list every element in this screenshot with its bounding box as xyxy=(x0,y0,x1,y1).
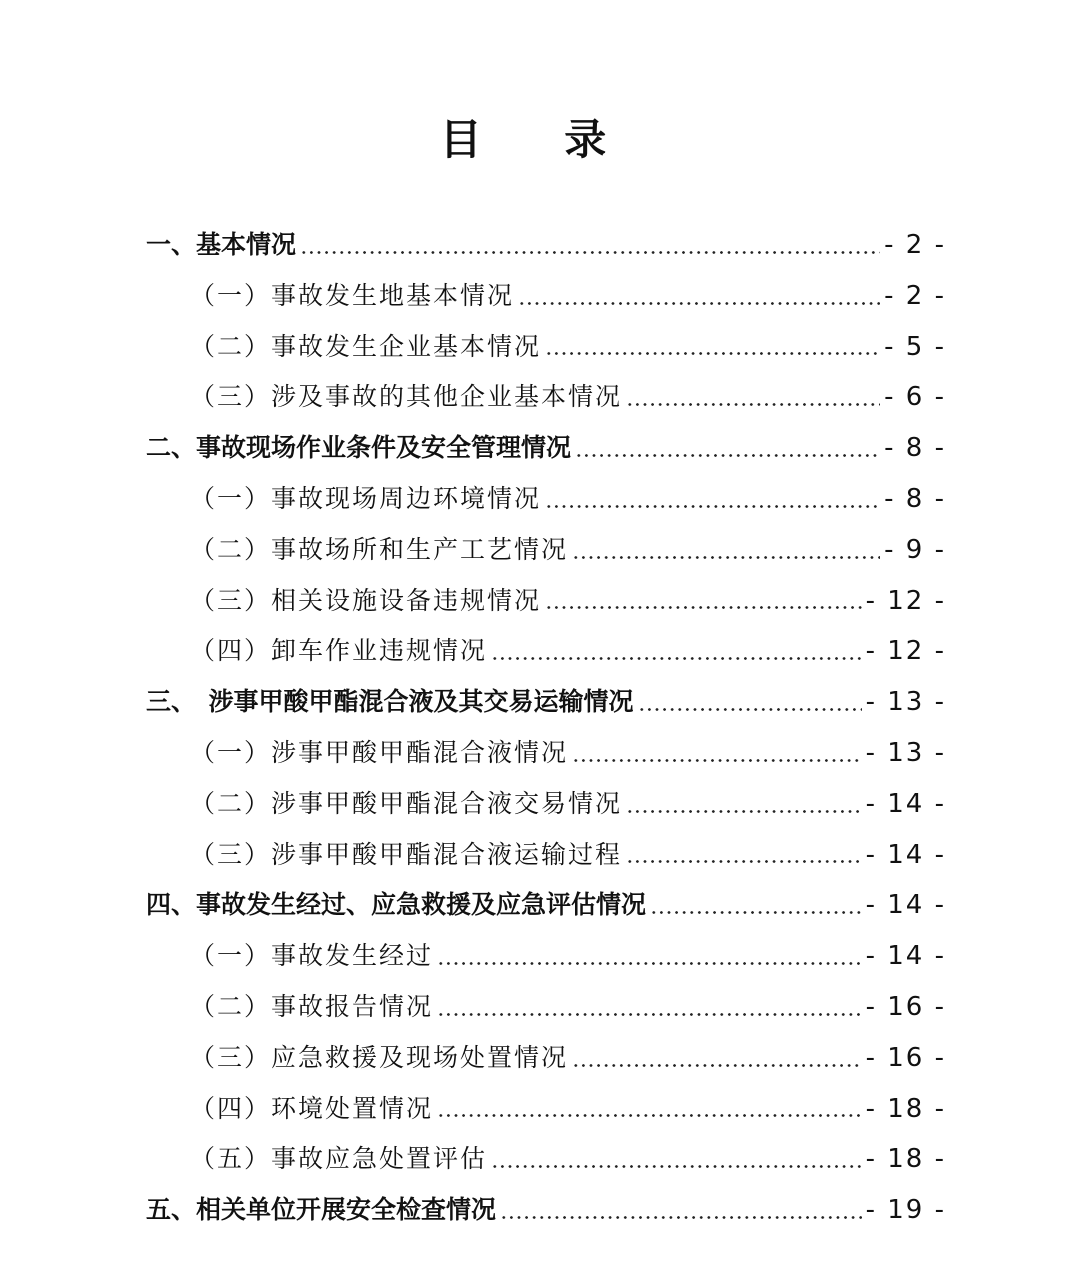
dot-leader xyxy=(437,962,862,965)
toc-entry-label: （一）涉事甲酸甲酯混合液情况 xyxy=(190,737,569,767)
toc-entry-label: （二）事故场所和生产工艺情况 xyxy=(190,534,569,564)
dot-leader xyxy=(572,1064,862,1067)
toc-page-number: - 9 - xyxy=(884,534,946,565)
toc-entry-label: （一）事故现场周边环境情况 xyxy=(190,483,542,513)
dot-leader xyxy=(491,657,862,660)
toc-entry-label: （一）事故发生经过 xyxy=(190,941,434,971)
dot-leader xyxy=(626,860,862,863)
toc-entry[interactable] xyxy=(146,728,946,779)
toc-entry-label: 一、基本情况 xyxy=(146,230,297,259)
dot-leader xyxy=(575,454,880,457)
page-title: 目 录 xyxy=(439,115,641,164)
toc-entry-label: 二、事故现场作业条件及安全管理情况 xyxy=(146,433,572,463)
toc-entry-label: （三）应急救援及现场处置情况 xyxy=(190,1042,569,1072)
toc-page-number: - 14 - xyxy=(865,788,946,819)
toc-entry[interactable] xyxy=(146,322,946,373)
dot-leader xyxy=(545,352,880,355)
dot-leader xyxy=(572,759,862,762)
dot-leader xyxy=(437,1013,862,1016)
toc-entry[interactable] xyxy=(146,576,946,627)
toc-page-number: - 13 - xyxy=(865,737,946,768)
toc-entry[interactable] xyxy=(146,830,946,881)
toc-page-number: - 8 - xyxy=(884,483,946,514)
toc-entry-label: （三）涉及事故的其他企业基本情况 xyxy=(190,382,623,412)
toc-entry-label: （二）事故发生企业基本情况 xyxy=(190,331,542,361)
toc-entry[interactable] xyxy=(146,982,946,1033)
toc-entry[interactable] xyxy=(146,525,946,576)
toc-entry[interactable] xyxy=(146,779,946,830)
toc-entry[interactable] xyxy=(146,220,946,271)
toc-entry[interactable] xyxy=(146,677,946,728)
toc-entry[interactable] xyxy=(146,474,946,525)
toc-entry-label: （五）事故应急处置评估 xyxy=(190,1144,488,1174)
toc-entry[interactable] xyxy=(146,1033,946,1084)
toc-page-number: - 13 - xyxy=(865,687,946,718)
toc-entry-label: （二）事故报告情况 xyxy=(190,991,434,1021)
toc-entry[interactable] xyxy=(146,271,946,322)
dot-leader xyxy=(626,810,862,813)
toc-entry-label: （一）事故发生地基本情况 xyxy=(190,280,515,310)
toc-entry[interactable] xyxy=(146,880,946,931)
toc-page-number: - 18 - xyxy=(865,1093,946,1124)
dot-leader xyxy=(300,251,880,254)
dot-leader xyxy=(545,505,880,508)
toc-entry-label: （二）涉事甲酸甲酯混合液交易情况 xyxy=(190,788,623,818)
toc-entry-label: 四、事故发生经过、应急救援及应急评估情况 xyxy=(146,890,647,920)
toc-entry[interactable] xyxy=(146,1084,946,1135)
toc-page-number: - 16 - xyxy=(865,991,946,1022)
toc-page-number: - 18 - xyxy=(865,1144,946,1175)
toc-entry[interactable] xyxy=(146,626,946,677)
toc-page-number: - 2 - xyxy=(884,230,946,260)
toc-page-number: - 6 - xyxy=(884,382,946,413)
dot-leader xyxy=(545,606,862,609)
table-of-contents xyxy=(146,220,946,1236)
toc-entry-label: 五、相关单位开展安全检查情况 xyxy=(146,1195,497,1225)
toc-page-number: - 2 - xyxy=(884,280,946,311)
dot-leader xyxy=(491,1165,862,1168)
toc-page-number: - 16 - xyxy=(865,1042,946,1073)
dot-leader xyxy=(500,1216,862,1219)
dot-leader xyxy=(650,911,862,914)
toc-page-number: - 19 - xyxy=(865,1195,946,1226)
toc-entry[interactable] xyxy=(146,1134,946,1185)
toc-page-number: - 8 - xyxy=(884,433,946,464)
dot-leader xyxy=(572,556,880,559)
toc-entry[interactable] xyxy=(146,931,946,982)
toc-entry-label: （三）涉事甲酸甲酯混合液运输过程 xyxy=(190,839,623,869)
dot-leader xyxy=(638,708,862,711)
toc-entry-label: （三）相关设施设备违规情况 xyxy=(190,585,542,615)
toc-page-number: - 12 - xyxy=(865,636,946,667)
toc-entry-label: 三、 涉事甲酸甲酯混合液及其交易运输情况 xyxy=(146,687,634,717)
toc-page-number: - 14 - xyxy=(865,941,946,972)
toc-entry[interactable] xyxy=(146,423,946,474)
toc-entry[interactable] xyxy=(146,1185,946,1236)
toc-entry-label: （四）卸车作业违规情况 xyxy=(190,636,488,666)
toc-page-number: - 14 - xyxy=(865,839,946,870)
toc-entry-label: （四）环境处置情况 xyxy=(190,1093,434,1123)
toc-page-number: - 12 - xyxy=(865,585,946,616)
toc-page-number: - 5 - xyxy=(884,331,946,362)
dot-leader xyxy=(518,302,880,305)
dot-leader xyxy=(437,1114,862,1117)
toc-page-number: - 14 - xyxy=(865,890,946,921)
toc-entry[interactable] xyxy=(146,372,946,423)
dot-leader xyxy=(626,403,880,406)
